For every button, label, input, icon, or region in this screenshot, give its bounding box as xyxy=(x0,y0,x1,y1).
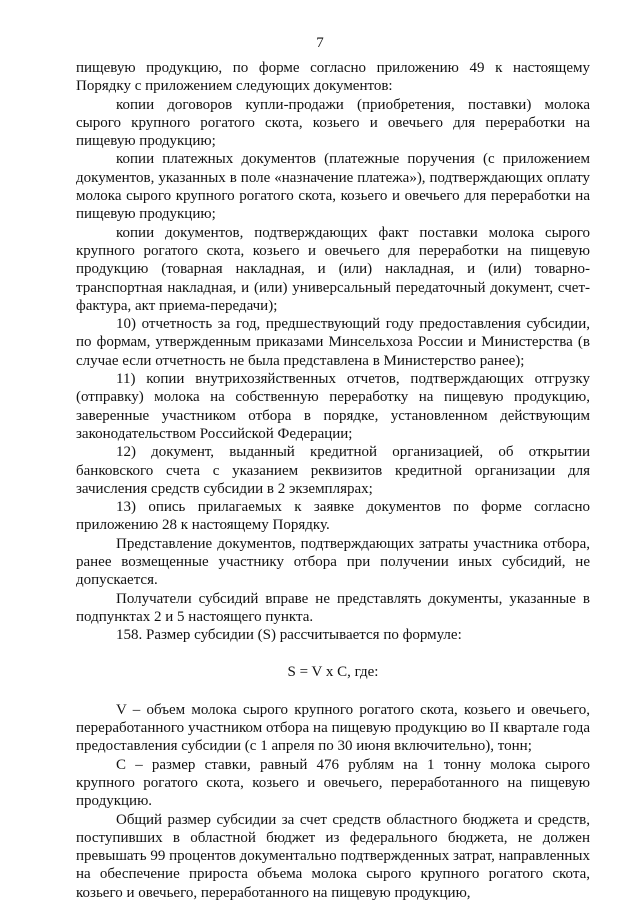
paragraph-reimbursed-costs: Представление документов, подтверждающих затраты участника отбора, ранее возмещенные участнику отбора при получении иных субсидий, не допускается. xyxy=(76,535,590,589)
paragraph-item-13: 13) опись прилагаемых к заявке документов по форме согласно приложению 28 к настоящему Порядку. xyxy=(76,499,590,534)
paragraph-definition-c: C – размер ставки, равный 476 рублям на 1 тонну молока сырого крупного рогатого скота, козьего и овечьего, переработанного на пищевую продукцию. xyxy=(76,756,590,810)
document-body xyxy=(76,59,590,902)
paragraph-item-158: 158. Размер субсидии (S) рассчитывается по формуле: xyxy=(116,627,462,644)
paragraph-item-11: 11) копии внутрихозяйственных отчетов, подтверждающих отгрузку (отправку) молока на собственную переработку на пищевую продукцию, заверенные участником отбора в порядке, установленном действующим законодательством Российской Федерации; xyxy=(76,371,590,442)
paragraph-optional-docs: Получатели субсидий вправе не представлять документы, указанные в подпунктах 2 и 5 настоящего пункта. xyxy=(76,590,590,625)
paragraph-total-subsidy: Общий размер субсидии за счет средств областного бюджета и средств, поступивших в областной бюджет из федерального бюджета, не должен превышать 99 процентов документально подтвержденных затрат, направленных на обеспечение прироста объема молока сырого крупного рогатого скота, козьего и овечьего, переработанного на пищевую продукцию, xyxy=(76,811,590,901)
page-number: 7 xyxy=(316,35,324,51)
paragraph-delivery-docs: копии документов, подтверждающих факт поставки молока сырого крупного рогатого скота, козьего и овечьего для переработки на пищевую продукцию (товарная накладная, и (или) накладная, и (или) товарно-транспортная накладная, и (или) универсальный передаточный документ, счет-фактура, акт приема-передачи); xyxy=(76,224,590,314)
subsidy-formula: S = V x C, где: xyxy=(287,663,379,680)
paragraph-item-12: 12) документ, выданный кредитной организацией, об открытии банковского счета с указанием реквизитов кредитной организации для зачисления средств субсидии в 2 экземплярах; xyxy=(76,444,590,497)
paragraph-continuation: пищевую продукцию, по форме согласно приложению 49 к настоящему Порядку с приложением следующих документов: xyxy=(76,60,590,95)
paragraph-contracts: копии договоров купли-продажи (приобретения, поставки) молока сырого крупного рогатого скота, козьего и овечьего для переработки на пищевую продукцию; xyxy=(76,96,590,150)
paragraph-definition-v: V – объем молока сырого крупного рогатого скота, козьего и овечьего, переработанного участником отбора на пищевую продукцию во II квартале года предоставления субсидии (с 1 апреля по 30 июня включительно), тонн; xyxy=(76,701,590,755)
paragraph-item-10: 10) отчетность за год, предшествующий году предоставления субсидии, по формам, утвержденным приказами Минсельхоза России и Министерства (в случае если отчетность не была представлена в Министерство ранее); xyxy=(76,316,590,369)
paragraph-payment-docs: копии платежных документов (платежные поручения (с приложением документов, указанных в поле «назначение платежа»), подтверждающих оплату молока сырого крупного рогатого скота, козьего и овечьего для переработки на пищевую продукцию; xyxy=(76,151,590,223)
